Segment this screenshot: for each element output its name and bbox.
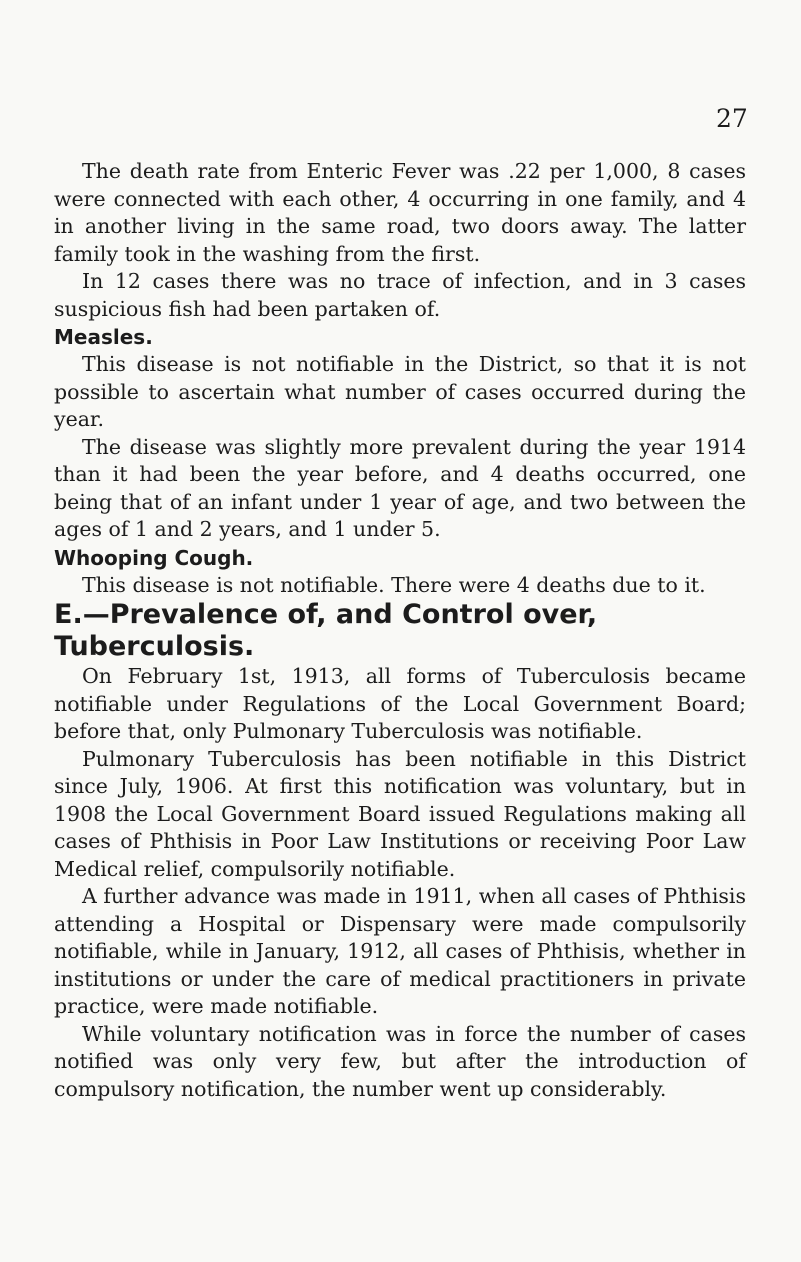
page-body bbox=[54, 158, 746, 1103]
enteric-paragraph-2: In 12 cases there was no trace of infection, and in 3 cases suspicious fish had been partaken of. bbox=[54, 269, 746, 321]
whooping-cough-heading: Whooping Cough. bbox=[54, 545, 254, 570]
tuberculosis-paragraph-2: Pulmonary Tuberculosis has been notifiable in this District since July, 1906. At first this notification was voluntary, but in 1908 the Local Government Board issued Regulations making all cases of Phthisis in Poor Law Institutions or receiving Poor Law Medical relief, compulsorily notifiable. bbox=[54, 746, 746, 881]
tuberculosis-paragraph-3: A further advance was made in 1911, when all cases of Phthisis attending a Hospital or Dispensary were made compulsorily notifiable, while in January, 1912, all cases of Phthisis, whether in institutions or under the care of medical practitioners in private practice, were made notifiable. bbox=[54, 884, 746, 1018]
enteric-paragraph-1: The death rate from Enteric Fever was .22 per 1,000, 8 cases were connected with each other, 4 occurring in one family, and 4 in another living in the same road, two doors away. The latter family took in the washing from the first. bbox=[54, 159, 746, 266]
measles-heading: Measles. bbox=[54, 325, 153, 349]
tuberculosis-paragraph-1: On February 1st, 1913, all forms of Tuberculosis became notifiable under Regulations of the Local Government Board; before that, only Pulmonary Tuberculosis was notifiable. bbox=[54, 664, 746, 743]
measles-paragraph-1: This disease is not notifiable in the District, so that it is not possible to ascertain what number of cases occurred during the year. bbox=[54, 352, 746, 431]
tuberculosis-heading: E.—Prevalence of, and Control over, Tuberculosis. bbox=[54, 599, 598, 662]
tuberculosis-paragraph-4: While voluntary notification was in force the number of cases notified was only very few, but after the introduction of compulsory notification, the number went up considerably. bbox=[54, 1021, 746, 1101]
whooping-cough-paragraph-1: This disease is not notifiable. There were 4 deaths due to it. bbox=[82, 572, 706, 597]
page-number: 27 bbox=[716, 104, 748, 133]
measles-paragraph-2: The disease was slightly more prevalent during the year 1914 than it had been the year before, and 4 deaths occurred, one being that of an infant under 1 year of age, and two between the ages of 1 and 2 years, and 1 under 5. bbox=[54, 434, 746, 541]
